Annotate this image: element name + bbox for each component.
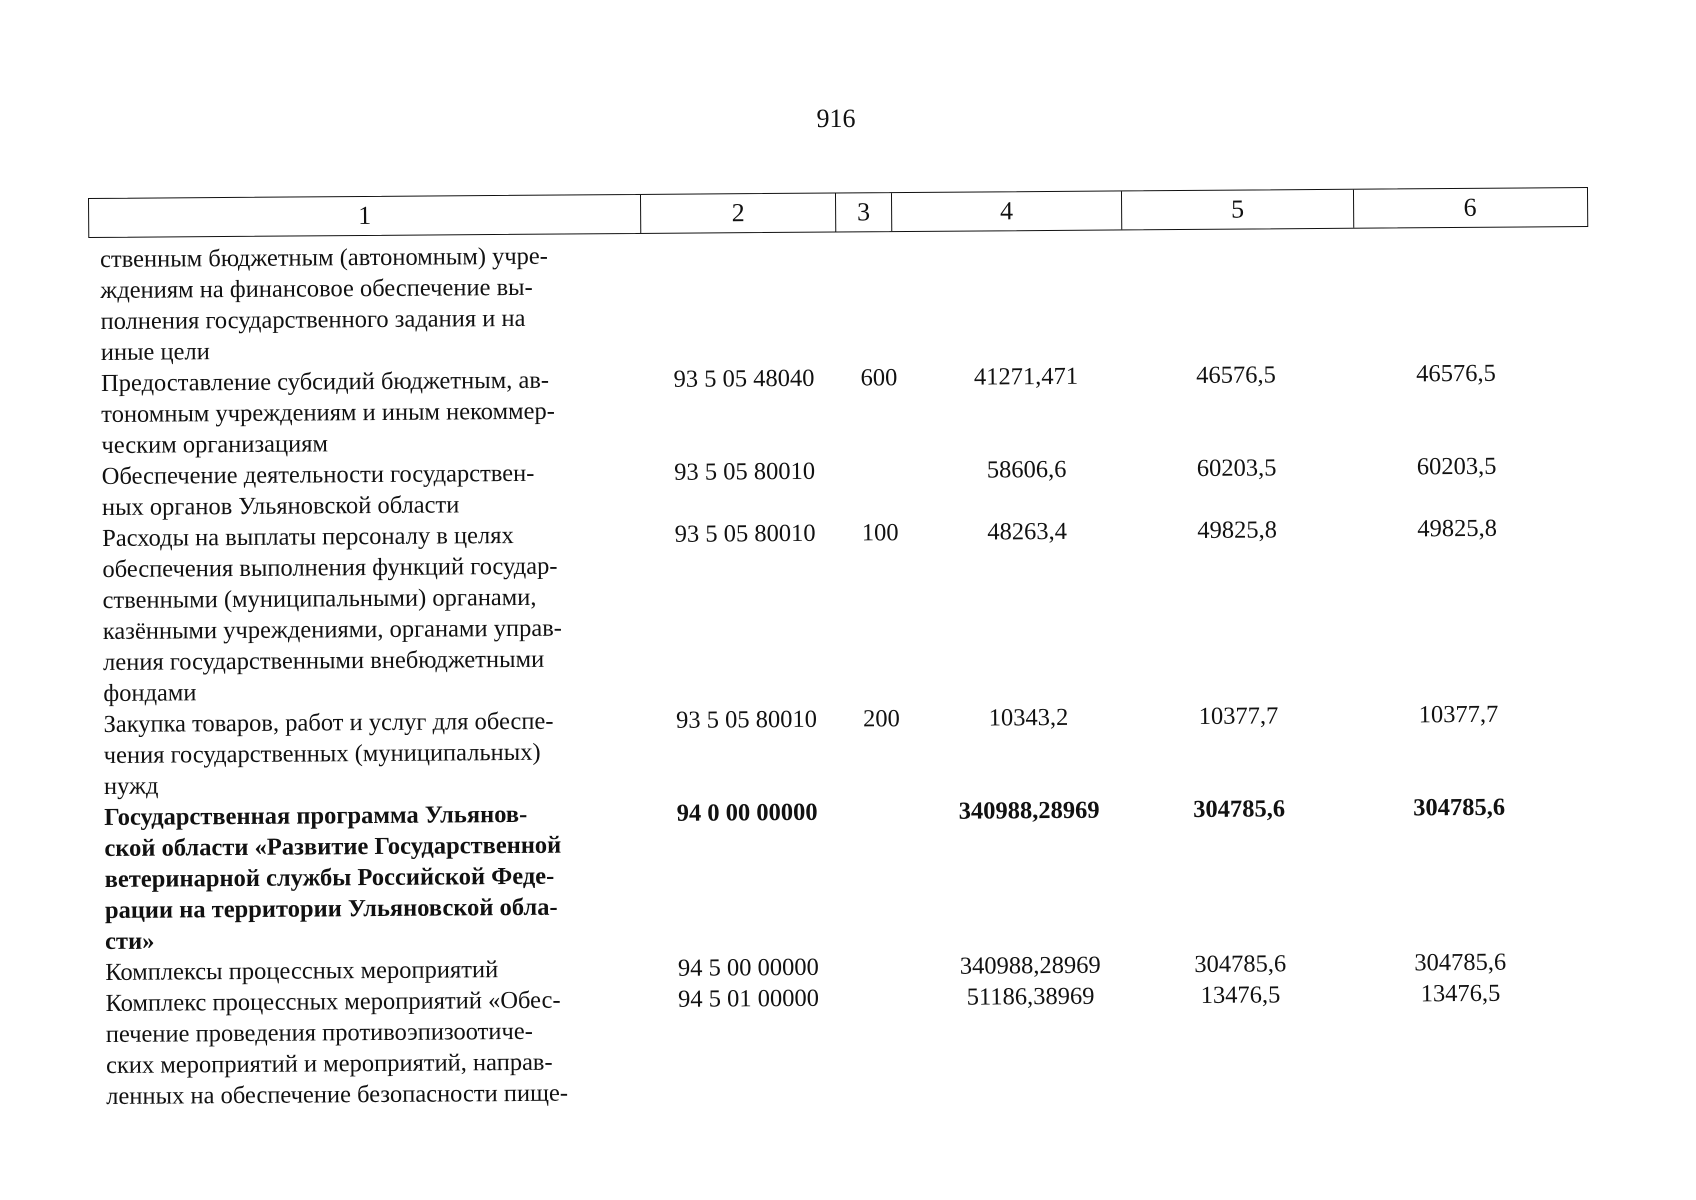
row-value-col6: 13476,5 [1420, 979, 1501, 1008]
row-value-col5: 60203,5 [1196, 454, 1277, 482]
row-expense-type [844, 796, 920, 797]
row-value-col4 [920, 236, 1130, 238]
header-col-3: 3 [836, 193, 892, 231]
row-value-col4: 41271,471 [973, 362, 1079, 391]
table-row [100, 233, 1661, 368]
header-col-6: 6 [1463, 192, 1477, 222]
row-value-col6: 10377,7 [1418, 700, 1499, 729]
row-description: Комплексы процессных мероприятий [105, 956, 499, 986]
row-value-col4: 10343,2 [988, 703, 1069, 732]
row-code: 94 5 00 00000 [677, 953, 819, 982]
table-row-program-total [104, 791, 1665, 957]
row-value-col6 [1350, 233, 1560, 235]
row-code: 93 5 05 48040 [673, 364, 815, 393]
row-value-col4: 51186,38969 [966, 982, 1095, 1011]
row-description: Закупка товаров, работ и услуг для обеспе- чения государственных (муниципальных) нужд [103, 707, 554, 800]
table-body [100, 233, 1666, 1112]
row-expense-type [845, 982, 921, 983]
table-row [102, 450, 1662, 523]
row-value-col4: 340988,28969 [959, 951, 1101, 980]
header-col-4: 4 [892, 191, 1122, 231]
row-code: 93 5 05 80010 [674, 457, 816, 486]
table-header [88, 187, 1588, 238]
row-value-col6: 60203,5 [1416, 452, 1497, 481]
row-description: Обеспечение деятельности государствен- ных органов Ульяновской области [101, 459, 535, 521]
row-code: 94 0 00 00000 [676, 798, 818, 827]
header-col-5: 5 [1122, 190, 1354, 230]
row-description: Комплекс процессных мероприятий «Обес- печение проведения противоэпизоотиче- ских мероприятий и мероприятий, направ- ленных на обеспечение безопасности пище- [105, 986, 569, 1110]
row-code: 93 5 05 80010 [674, 519, 816, 548]
row-value-col4: 48263,4 [987, 517, 1068, 546]
row-code [648, 239, 838, 240]
row-expense-type: 100 [861, 519, 899, 547]
row-value-col5: 13476,5 [1200, 981, 1281, 1009]
row-value-col4: 58606,6 [986, 455, 1067, 484]
row-expense-type: 600 [860, 364, 898, 392]
row-description: Государственная программа Ульянов- ской области «Развитие Государственной ветеринарной службы Российской Феде- рации на территории Ульяновской обла- сти» [104, 800, 562, 955]
row-value-col5: 46576,5 [1196, 361, 1276, 389]
row-value-col5: 49825,8 [1197, 516, 1278, 544]
row-code: 93 5 05 80010 [675, 705, 818, 734]
header-col-1: 1 [89, 195, 641, 237]
row-value-col6: 304785,6 [1413, 793, 1506, 822]
row-value-col5: 304785,6 [1194, 950, 1287, 978]
table-row [101, 357, 1662, 461]
header-col-2: 2 [641, 194, 836, 233]
page-number: 916 [816, 104, 856, 133]
row-description: Предоставление субсидий бюджетным, ав- тономным учреждениям и иным некоммер- ческим организациям [100, 366, 555, 459]
table-row [105, 977, 1666, 1112]
row-description: ственным бюджетным (автономным) учре- ждениям на финансовое обеспечение вы- полнения государственного задания и на иные цели [100, 242, 549, 366]
row-value-col5: 10377,7 [1198, 702, 1279, 730]
row-description: Расходы на выплаты персоналу в целях обеспечения выполнения функций государ- ственными (муниципальными) органами, казёнными учреждениями, органами управ- ления государственными внебюджетными фондами [102, 521, 563, 707]
row-code: 94 5 01 00000 [678, 984, 820, 1013]
row-expense-type: 200 [863, 705, 900, 733]
row-value-col4: 340988,28969 [958, 796, 1100, 825]
row-expense-type [845, 951, 921, 952]
table-row [102, 512, 1663, 709]
table-row [103, 698, 1664, 802]
row-value-col5 [1130, 235, 1340, 237]
row-expense-type [842, 455, 918, 456]
row-value-col6: 49825,8 [1417, 514, 1498, 543]
row-value-col5: 304785,6 [1193, 795, 1286, 824]
row-value-col6: 46576,5 [1416, 359, 1496, 388]
row-value-col6: 304785,6 [1414, 948, 1507, 977]
row-expense-type [840, 238, 916, 239]
